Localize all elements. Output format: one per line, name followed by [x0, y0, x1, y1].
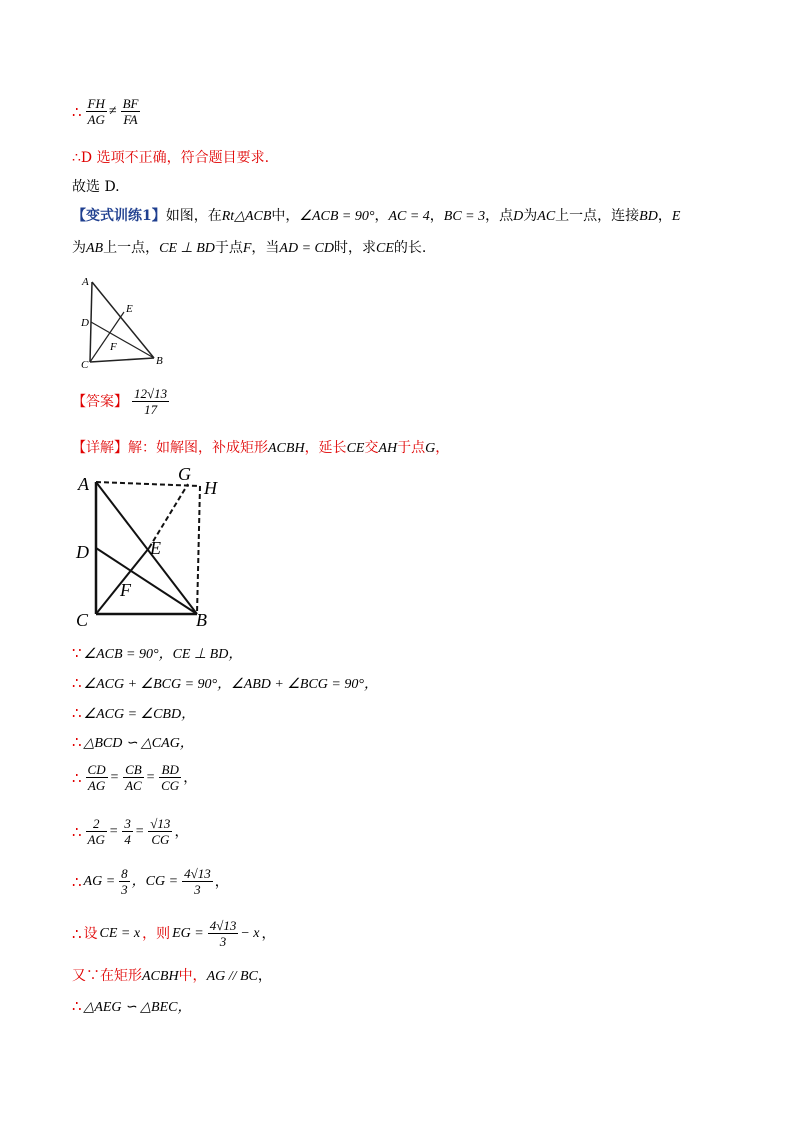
problem-line-2: 为AB上一点，CE ⊥ BD于点F，当AD = CD时，求CE的长.	[72, 240, 427, 256]
fig2-dashed-hb	[197, 486, 200, 614]
problem-line-1: 【变式训练1】如图，在Rt△ACB中，∠ACB = 90°，AC = 4，BC = 3，点D为AC上一点，连接BD，E	[72, 208, 681, 224]
fig2-label-f: F	[120, 580, 131, 600]
fig2-label-e: E	[150, 538, 161, 558]
fig1-segment-ce	[90, 312, 124, 362]
fig1-label-d: D	[81, 317, 89, 329]
step-10: ∴ △AEG ∽ △BEC，	[72, 997, 192, 1015]
detail-tag: 【详解】	[72, 440, 128, 456]
step-8: ∴ 设 CE = x ，则 EG = $\frac{4√13}{3}$ − x ，	[72, 918, 276, 949]
step-2: ∴ ∠ACG + ∠BCG = 90°，∠ABD + ∠BCG = 90°，	[72, 674, 378, 692]
step-5: ∴ $\frac{CD}{AG}$ = $\frac{CB}{AC}$ = $\frac{BD}{CG}$ ，	[72, 762, 198, 793]
fig2-segment-bd	[96, 548, 197, 614]
choose-line: 故选 D.	[72, 179, 120, 195]
step-6: ∴ $\frac{2}{AG}$ = $\frac{3}{4}$ = $\frac{√13}{CG}$ ，	[72, 816, 189, 847]
fig2-label-g: G	[178, 464, 191, 484]
fraction-fh-ag: $\frac{FH}{AG}$	[87, 96, 105, 127]
fig1-side-cb	[90, 358, 154, 362]
fig2-label-h: H	[204, 478, 217, 498]
step-7: ∴ AG = $\frac{8}{3}$ ，CG = $\frac{4√13}{3}$ ，	[72, 866, 229, 897]
fig2-label-c: C	[76, 610, 89, 630]
fig1-segment-bd	[91, 322, 154, 358]
problem-tag: 【变式训练1】	[72, 208, 166, 224]
fig2-label-a: A	[78, 474, 89, 494]
neq-sign: ≠	[108, 103, 117, 119]
fig1-label-b: B	[156, 355, 163, 367]
fig1-label-e: E	[126, 303, 133, 315]
fig1-label-f: F	[110, 341, 117, 353]
step-9: 又∵在矩形ACBH中，AG // BC，	[72, 968, 272, 984]
therefore-symbol: ∴	[72, 102, 82, 121]
fig1-side-ab	[92, 282, 154, 358]
answer-fraction: $\frac{12√13}{17}$	[134, 386, 168, 417]
fig2-label-b: B	[196, 610, 207, 630]
fig2-label-d: D	[76, 542, 89, 562]
answer-line	[72, 386, 171, 417]
fig1-label-a: A	[82, 276, 89, 288]
fraction-bf-fa: $\frac{BF}{FA}$	[122, 96, 139, 127]
answer-tag: 【答案】	[72, 393, 128, 410]
top-inequality	[72, 96, 142, 127]
step-3: ∴ ∠ACG = ∠CBD，	[72, 704, 196, 722]
conclusion-line: ∴D 选项不正确，符合题目要求.	[72, 150, 270, 166]
step-4: ∴ △BCD ∽ △CAG，	[72, 733, 194, 751]
step-1: ∵ ∠ACB = 90°，CE ⊥ BD，	[72, 644, 243, 662]
figure-1	[76, 270, 176, 370]
detail-line: 【详解】解：如解图，补成矩形ACBH，延长CE交AH于点G，	[72, 440, 450, 456]
fig1-label-c: C	[81, 359, 89, 370]
figure-2	[72, 464, 242, 640]
